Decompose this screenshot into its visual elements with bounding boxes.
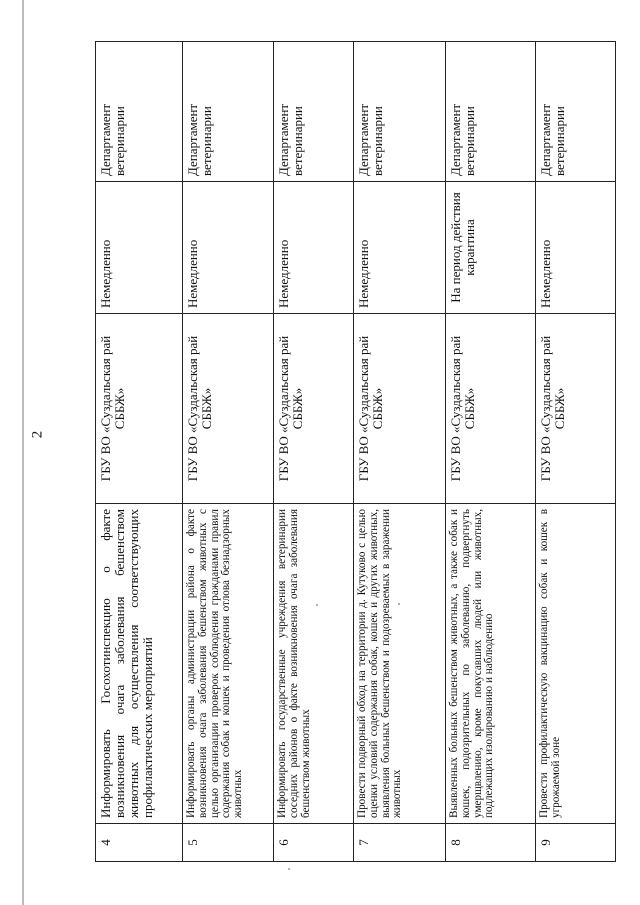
page-number: 2 (29, 430, 46, 439)
row-number: 5 (183, 824, 274, 862)
row-responsible: Департамент ветеринарии (354, 42, 446, 182)
row-number: 6 (274, 824, 354, 862)
row-number: 9 (536, 824, 616, 862)
row-task: Выявленных больных бешенством животных, а также собак и кошек, подозрительных по заболеванию, подвергнуть умерщвлению, кроме покусавших людей или животных, подлежащих изолированию и наблюдению (446, 504, 536, 824)
measures-table (95, 41, 616, 862)
row-task: Провести подворный обход на территории д. Кутуково с целью оценки условий содержания собак, кошек и других животных, выявления больных бешенством и подозреваемых в заражении животных (354, 504, 446, 824)
row-number: 7 (354, 824, 446, 862)
row-term: Немедленно (354, 182, 446, 314)
row-responsible: Департамент ветеринарии (274, 42, 354, 182)
table-row (183, 42, 274, 862)
row-executor: ГБУ ВО «Суздальская рай СББЖ» (96, 314, 183, 504)
scan-speck (398, 603, 400, 605)
row-executor: ГБУ ВО «Суздальская рай СББЖ» (446, 314, 536, 504)
scan-speck (316, 604, 318, 606)
row-task: Провести профилактическую вакцинацию собак и кошек в угрожаемой зоне (536, 504, 616, 824)
table-row (96, 42, 183, 862)
row-task: Информировать органы администрации района о факте возникновения очага заболевания бешенством животных с целью организации проверок соблюдения гражданами правил содержания собак и кошек и проведения отлова безнадзорных животных (183, 504, 274, 824)
row-term: Немедленно (183, 182, 274, 314)
row-executor: ГБУ ВО «Суздальская рай СББЖ» (354, 314, 446, 504)
table-row (536, 42, 616, 862)
row-task: Информировать государственные учреждения ветеринарии соседних районов о факте возникновения очага заболевания бешенством животных (274, 504, 354, 824)
row-responsible: Департамент ветеринарии (183, 42, 274, 182)
table-row (354, 42, 446, 862)
row-term: Немедленно (274, 182, 354, 314)
table-row (274, 42, 354, 862)
rotated-table-wrapper (95, 42, 615, 862)
row-responsible: Департамент ветеринарии (446, 42, 536, 182)
row-task: Информировать Госохотинспекцию о факте возникновения очага заболевания бешенством животных для осуществления соответствующих профилактических мероприятий (96, 504, 183, 824)
row-number: 4 (96, 824, 183, 862)
row-term: Немедленно (536, 182, 616, 314)
page-edge-shadow (22, 0, 24, 905)
table-row (446, 42, 536, 862)
row-number: 8 (446, 824, 536, 862)
row-executor: ГБУ ВО «Суздальская рай СББЖ» (274, 314, 354, 504)
row-term: Немедленно (96, 182, 183, 314)
row-term: На период действия карантина (446, 182, 536, 314)
row-executor: ГБУ ВО «Суздальская рай СББЖ» (183, 314, 274, 504)
row-responsible: Департамент ветеринарии (536, 42, 616, 182)
row-responsible: Департамент ветеринарии (96, 42, 183, 182)
scan-speck (288, 868, 290, 870)
row-executor: ГБУ ВО «Суздальская рай СББЖ» (536, 314, 616, 504)
